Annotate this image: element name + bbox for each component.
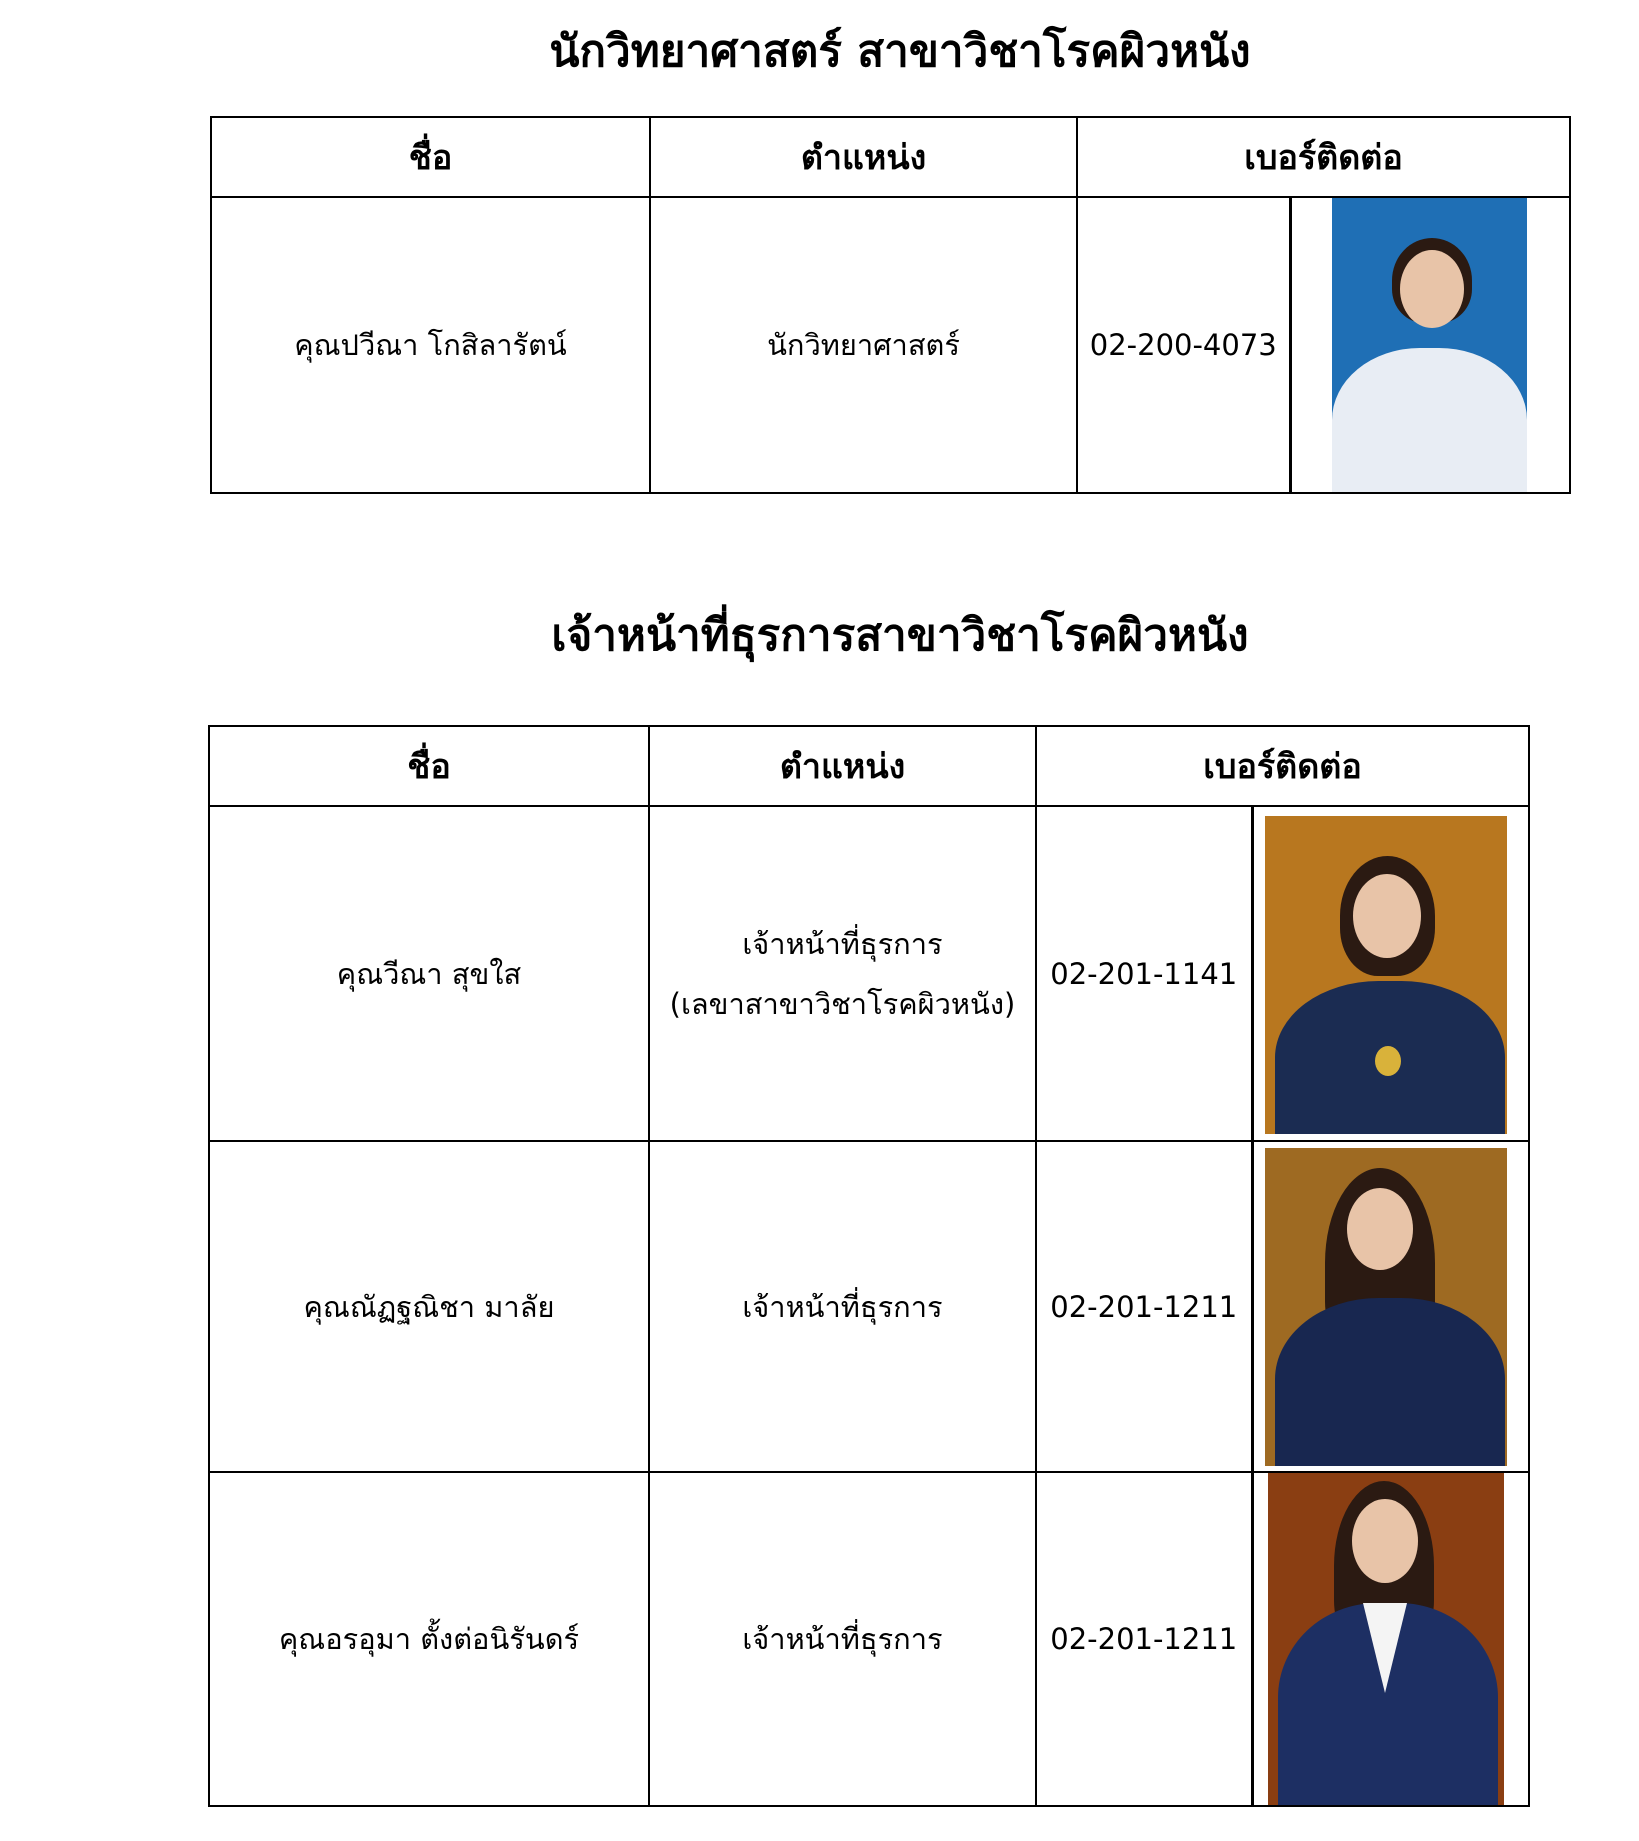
staff-photo-cell [1252,1141,1529,1472]
staff-photo-cell [1252,1472,1529,1806]
admin-staff-table [208,725,1530,1807]
section-title-admin: เจ้าหน้าที่ธุรการสาขาวิชาโรคผิวหนัง [551,610,1249,661]
staff-photo [1332,198,1527,492]
staff-photo-cell [1252,806,1529,1141]
header-name: ชื่อ [209,726,649,806]
header-phone: เบอร์ติดต่อ [1077,117,1570,197]
staff-photo [1268,1473,1504,1805]
staff-position: นักวิทยาศาสตร์ [650,197,1077,493]
staff-position: เจ้าหน้าที่ธุรการ [649,1141,1036,1472]
table-row [209,1141,1529,1472]
scientist-table [210,116,1571,494]
staff-phone: 02-200-4073 [1077,197,1290,493]
staff-position: เจ้าหน้าที่ธุรการ [649,1472,1036,1806]
staff-name: คุณปวีณา โกสิลารัตน์ [211,197,650,493]
table-row [209,806,1529,1141]
table-header-row [211,117,1570,197]
table-header-row [209,726,1529,806]
header-position: ตำแหน่ง [649,726,1036,806]
staff-photo [1265,816,1507,1134]
staff-phone: 02-201-1141 [1036,806,1252,1141]
section-title-scientist: นักวิทยาศาสตร์ สาขาวิชาโรคผิวหนัง [549,26,1251,77]
staff-phone: 02-201-1211 [1036,1141,1252,1472]
table-row [211,197,1570,493]
staff-photo-cell [1290,197,1570,493]
staff-name: คุณวีณา สุขใส [209,806,649,1141]
header-position: ตำแหน่ง [650,117,1077,197]
header-phone: เบอร์ติดต่อ [1036,726,1529,806]
header-name: ชื่อ [211,117,650,197]
staff-photo [1265,1148,1507,1466]
staff-position: เจ้าหน้าที่ธุรการ (เลขาสาขาวิชาโรคผิวหนัง) [649,806,1036,1141]
staff-name: คุณณัฏฐณิชา มาลัย [209,1141,649,1472]
staff-phone: 02-201-1211 [1036,1472,1252,1806]
table-row [209,1472,1529,1806]
staff-name: คุณอรอุมา ตั้งต่อนิรันดร์ [209,1472,649,1806]
